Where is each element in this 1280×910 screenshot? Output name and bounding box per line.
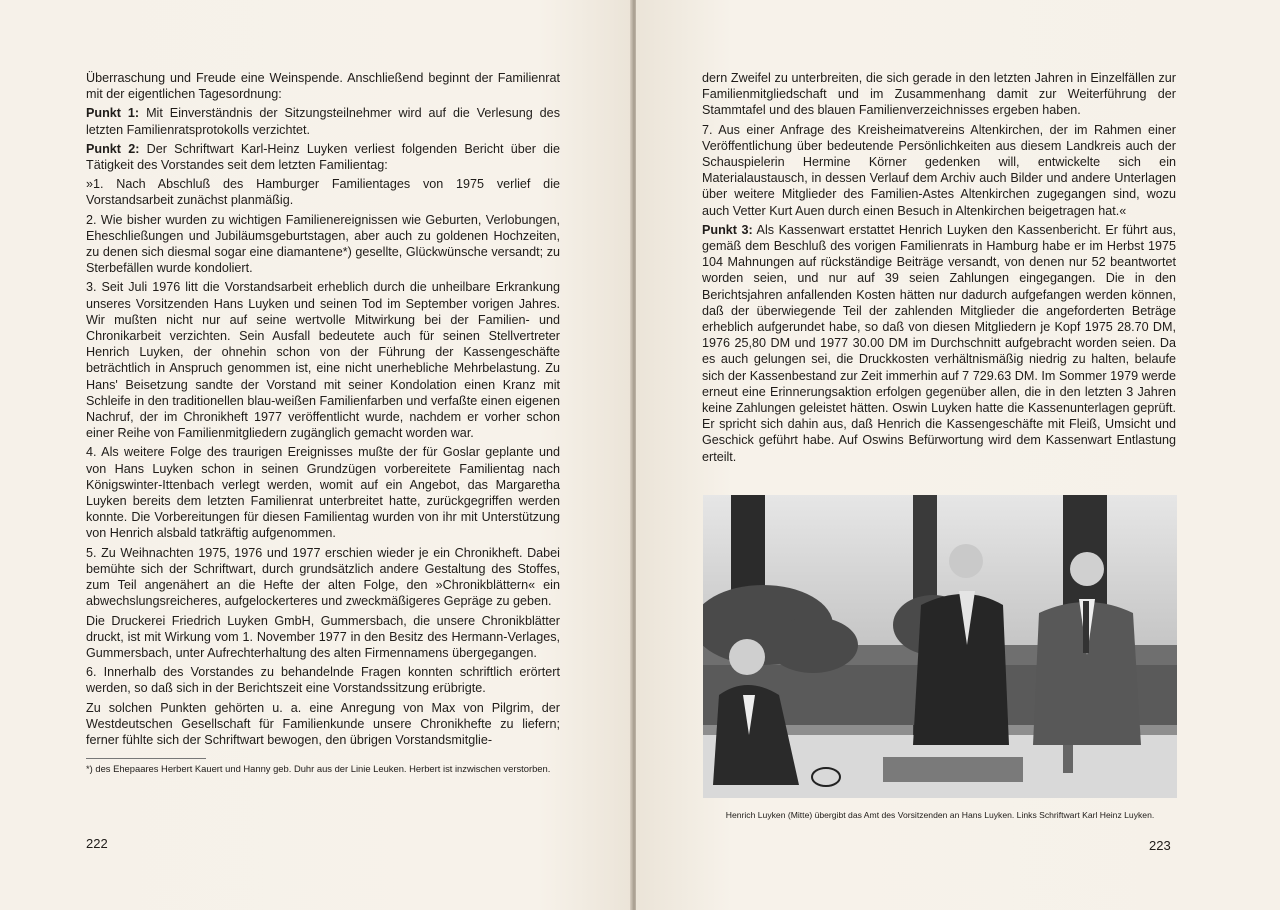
group-photo <box>703 495 1177 798</box>
item-label: Punkt 3: <box>702 222 753 237</box>
paragraph: 6. Innerhalb des Vorstandes zu behandelnde Fragen konnten schriftlich erörtert werden, so daß sich in der Berichtszeit eine Vorstandssitzung erübrigte. <box>86 665 560 696</box>
item-label: Punkt 2: <box>86 141 140 156</box>
paragraph: Die Druckerei Friedrich Luyken GmbH, Gummersbach, die unsere Chronikblätter druckt, ist mit Wirkung vom 1. November 1977 in den Besitz des Hermann-Verlages, Gummersbach, unter Aufrechterhaltung des alten Firmennamens übergegangen. <box>86 613 560 660</box>
paragraph: 5. Zu Weihnachten 1975, 1976 und 1977 erschien wieder je ein Chronikheft. Dabei bemühte sich der Schriftwart, durch grundsätzlich andere Gestaltung des Stoffes, zum Teil angenähert an die Hefte der alten Folge, den »Chronikblättern« ein abwechslungsreicheres, aufgelockerteres und zweckmäßigeres Gepräge zu geben. <box>86 545 560 609</box>
paragraph: 3. Seit Juli 1976 litt die Vorstandsarbeit erheblich durch die unheilbare Erkrankung unseres Vorsitzenden Hans Luyken und seinen Tod im September vorigen Jahres. Wir mußten nicht nur auf seine wertvolle Mitwirkung bei der Familien- und Chronikarbeit verzichten. Sein Ausfall bedeutete auch für seinen Stellvertreter Henrich Luyken, der ohnehin schon von der Führung der Kassengeschäfte beträchtlich in Anspruch genommen ist, eine nicht unerhebliche Mehrbelastung. Zu Hans' Beisetzung sandte der Vorstand mit seiner Kondolation einen Kranz mit Schleife in den traditionellen blau-weißen Familienfarben und verfaßte einen eigenen Nachruf, der im Chronikheft 1977 veröffentlicht wurde, nachdem er vorher schon einer Reihe von Familienmitgliedern zugänglich gemacht worden war. <box>86 280 560 441</box>
paragraph: Zu solchen Punkten gehörten u. a. eine Anregung von Max von Pilgrim, der Westdeutschen Gesellschaft für Familienkunde unsere Chronikhefte zu liefern; ferner fühlte sich der Schriftwart bewogen, den übrigen Vorstandsmitglie- <box>86 700 560 747</box>
paragraph: 4. Als weitere Folge des traurigen Ereignisses mußte der für Goslar geplante und von Hans Luyken schon in seinen Grundzügen vorbereitete Familientag nach Königswinter-Ittenbach verlegt werden, womit auf ein Angebot, das Margaretha Luyken bereits dem letzten Familienrat unterbreitet hatte, zurückgegriffen werden konnte. Die Vorbereitungen für diesen Familientag wurden von ihr mit Unterstützung von Henrich alsbald tatkräftig aufgenommen. <box>86 445 560 541</box>
paragraph: Überraschung und Freude eine Weinspende. Anschließend beginnt der Familienrat mit der eigentlichen Tagesordnung: <box>86 71 560 102</box>
paragraph <box>86 141 560 173</box>
page-number: 223 <box>1149 838 1171 853</box>
paragraph: 7. Aus einer Anfrage des Kreisheimatvereins Altenkirchen, der im Rahmen einer Veröffentlichung über bedeutende Persönlichkeiten aus diesem Landkreis auch der Schauspielerin Hermine Körner gedenken will, entwickelte sich ein Materialaustausch, in dessen Verlauf dem Archiv auch Bilder und andere Unterlagen über weitere Mitglieder des Familien-Astes Altenkirchen zugegangen sind, wozu auch Vetter Kurt Auen durch einen Besuch in Altenkirchen beigetragen hat.« <box>702 122 1176 218</box>
footnote: *) des Ehepaares Herbert Kauert und Hanny geb. Duhr aus der Linie Leuken. Herbert ist inzwischen verstorben. <box>86 763 551 775</box>
left-text-column <box>86 70 560 778</box>
right-text-column <box>702 70 1176 468</box>
paragraph: 2. Wie bisher wurden zu wichtigen Familienereignissen wie Geburten, Verlobungen, Eheschließungen und Jubiläumsgeburtstagen, aber auch zu goldenen Hochzeiten, zu denen sich diesmal sogar eine diamantene*) gesellte, Glückwünsche versandt; zu Sterbefällen wurde kondoliert. <box>86 212 560 276</box>
right-page <box>636 0 1280 910</box>
photo-caption: Henrich Luyken (Mitte) übergibt das Amt des Vorsitzenden an Hans Luyken. Links Schriftwart Karl Heinz Luyken. <box>725 810 1155 820</box>
paragraph <box>86 105 560 137</box>
item-label: Punkt 1: <box>86 106 140 121</box>
paragraph: »1. Nach Abschluß des Hamburger Familientages von 1975 verlief die Vorstandsarbeit zunächst planmäßig. <box>86 177 560 208</box>
left-page <box>0 0 632 910</box>
item-text: Als Kassenwart erstattet Henrich Luyken den Kassenbericht. Er führt aus, gemäß dem Beschluß des vorigen Familienrats in Hamburg habe er im Herbst 1975 104 Mahnungen auf rückständige Beiträge versandt, von denen nur 52 beantwortet worden seien, und nur auf 39 seien Zahlungen eingegangen. Die in den Berichtsjahren anfallenden Kosten hätten nur dadurch aufgefangen werden können, daß der überwiegende Teil der zahlenden Mitglieder die angeforderten Beträge erheblich aufgerundet habe, so daß von diesen Mitgliedern je Kopf 1975 28.70 DM, 1976 25,80 DM und 1977 30.00 DM im Durchschnitt aufgebracht worden seien. Da es auch gelungen sei, die Druckkosten verhältnismäßig niedrig zu halten, belaufe sich der Kassenbestand zur Zeit immerhin auf 7 729.63 DM. Im Sommer 1979 werde erneut eine Erinnerungsaktion erfolgen gegenüber allen, die in den letzten 3 Jahren keine Zahlungen geleistet hätten. Oswin Luyken hatte die Kassenunterlagen geprüft. Er spricht sich dahin aus, daß Henrich die Kassengeschäfte mit Fleiß, Umsicht und Geschick geführt habe. Auf Oswins Befürwortung wird dem Kassenwart Entlastung erteilt. <box>702 222 1176 464</box>
footnote-rule <box>86 758 206 759</box>
photo-illustration <box>703 495 1177 798</box>
page-number: 222 <box>86 836 108 851</box>
paragraph <box>702 222 1176 465</box>
item-text: Der Schriftwart Karl-Heinz Luyken verliest folgenden Bericht über die Tätigkeit des Vorstandes seit dem letzten Familientag: <box>86 141 560 173</box>
paragraph: dern Zweifel zu unterbreiten, die sich gerade in den letzten Jahren in Einzelfällen zur Familienmitgliedschaft und im Zusammenhang damit zur Weiterführung der Stammtafel und des blauen Familienverzeichnisses ergeben haben. <box>702 71 1176 118</box>
item-text: Mit Einverständnis der Sitzungsteilnehmer wird auf die Verlesung des letzten Familienratsprotokolls verzichtet. <box>86 106 560 137</box>
